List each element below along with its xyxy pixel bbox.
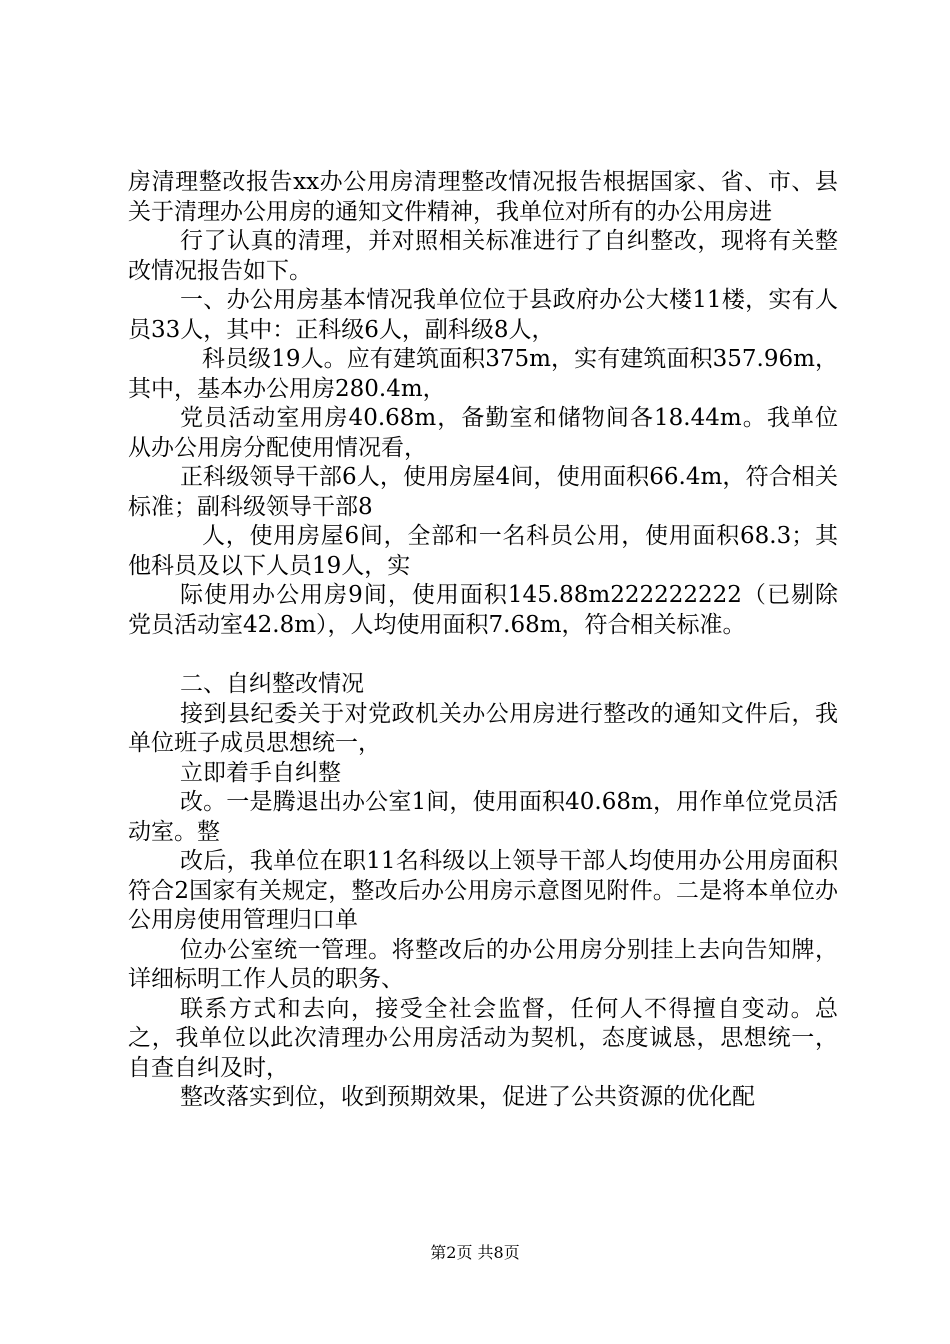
paragraph: 科员级19人。应有建筑面积375m，实有建筑面积357.96m，其中，基本办公用房280.4m， bbox=[128, 346, 838, 402]
page-number-footer: 第2页 共8页 bbox=[430, 1243, 520, 1262]
paragraph: 人，使用房屋6间，全部和一名科员公用，使用面积68.3；其他科员及以下人员19人，实 bbox=[128, 523, 838, 579]
paragraph: 房清理整改报告xx办公用房清理整改情况报告根据国家、省、市、县关于清理办公用房的通知文件精神，我单位对所有的办公用房进 bbox=[128, 169, 838, 225]
paragraph: 接到县纪委关于对党政机关办公用房进行整改的通知文件后，我单位班子成员思想统一， bbox=[128, 700, 838, 756]
paragraph: 改。一是腾退出办公室1间，使用面积40.68m，用作单位党员活动室。整 bbox=[128, 789, 838, 845]
paragraph: 一、办公用房基本情况我单位位于县政府办公大楼11楼，实有人员33人，其中：正科级6人，副科级8人， bbox=[128, 287, 838, 343]
paragraph: 联系方式和去向，接受全社会监督，任何人不得擅自变动。总之，我单位以此次清理办公用房活动为契机，态度诚恳，思想统一，自查自纠及时， bbox=[128, 995, 838, 1081]
paragraph: 正科级领导干部6人，使用房屋4间，使用面积66.4m，符合相关标准；副科级领导干部8 bbox=[128, 464, 838, 520]
document-body bbox=[128, 168, 838, 1113]
paragraph: 际使用办公用房9间，使用面积145.88m222222222（已剔除党员活动室42.8m），人均使用面积7.68m，符合相关标准。 bbox=[128, 582, 838, 638]
paragraph: 党员活动室用房40.68m，备勤室和储物间各18.44m。我单位从办公用房分配使用情况看， bbox=[128, 405, 838, 461]
section-heading: 二、自纠整改情况 bbox=[180, 671, 364, 697]
paragraph: 整改落实到位，收到预期效果，促进了公共资源的优化配 bbox=[180, 1084, 755, 1110]
paragraph: 行了认真的清理，并对照相关标准进行了自纠整改，现将有关整改情况报告如下。 bbox=[128, 228, 838, 284]
paragraph: 立即着手自纠整 bbox=[180, 759, 341, 786]
paragraph: 位办公室统一管理。将整改后的办公用房分别挂上去向告知牌，详细标明工作人员的职务、 bbox=[128, 936, 838, 992]
paragraph: 改后，我单位在职11名科级以上领导干部人均使用办公用房面积符合2国家有关规定，整改后办公用房示意图见附件。二是将本单位办公用房使用管理归口单 bbox=[128, 848, 838, 933]
paragraph-gap bbox=[128, 640, 838, 670]
